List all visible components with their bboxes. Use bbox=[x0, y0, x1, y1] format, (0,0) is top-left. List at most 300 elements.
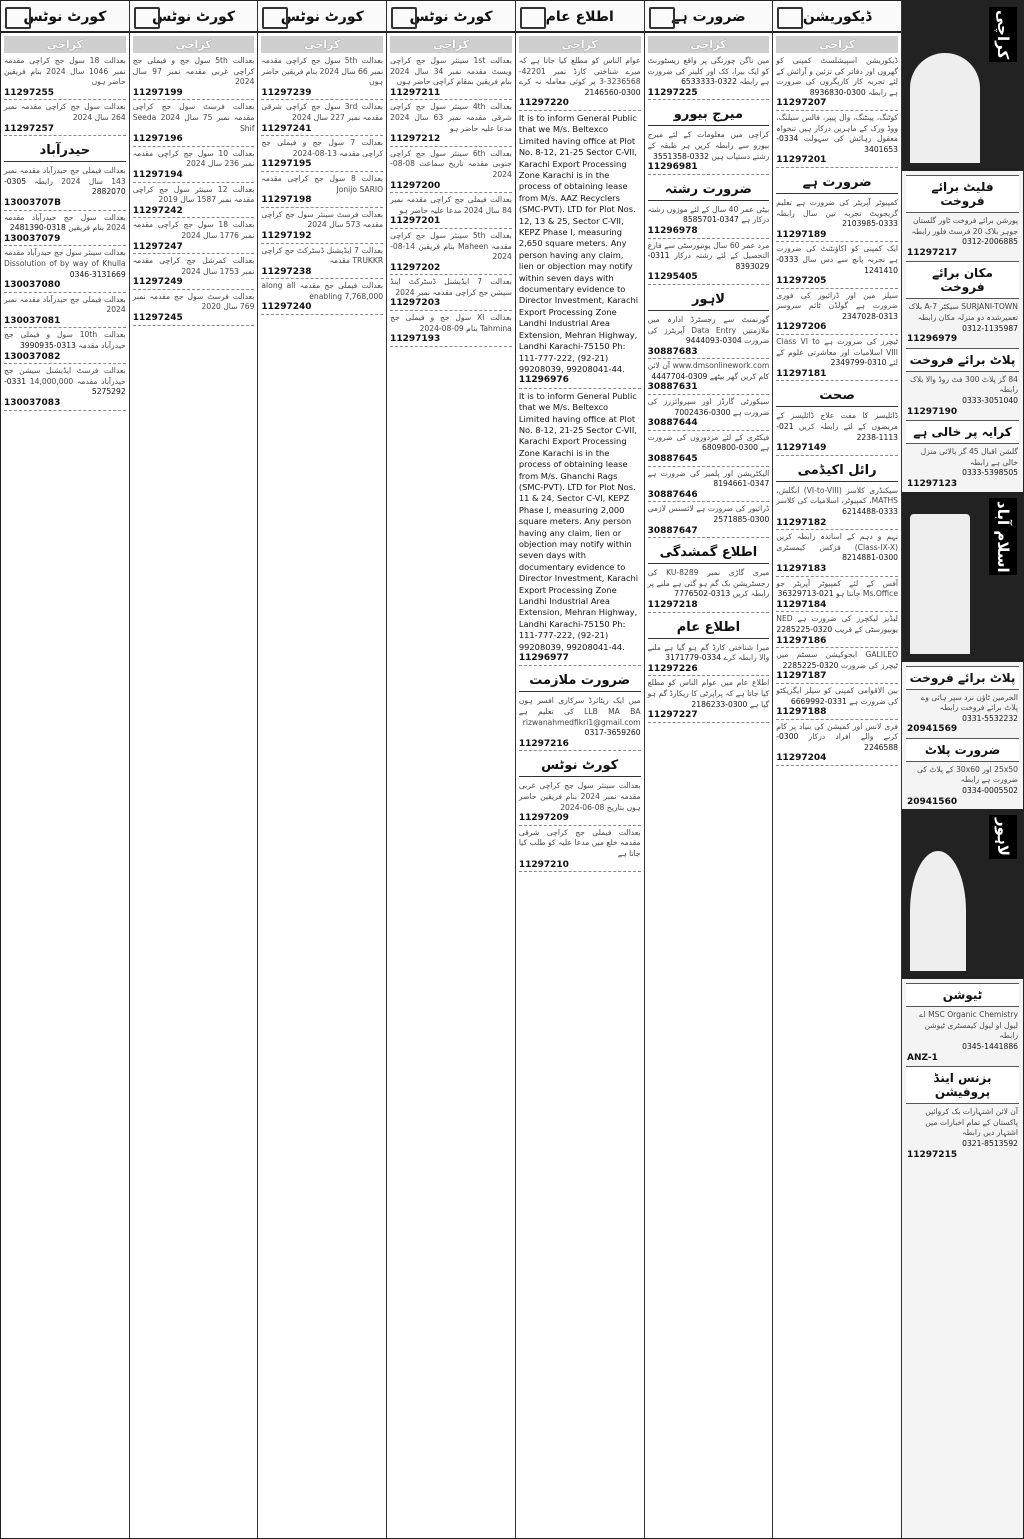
ad-text: بیٹی عمر 40 سال کے لئے موزوں رشتہ درکار ہے bbox=[647, 204, 770, 225]
ad-phone: 0333-3051040 bbox=[962, 395, 1018, 405]
ad-reference-id: 11296978 bbox=[648, 226, 770, 239]
ad-reference-id: 130037080 bbox=[4, 280, 126, 293]
ad-phone: 0334-3171779 bbox=[665, 653, 722, 663]
sidebar-ad bbox=[907, 375, 1018, 417]
ad-text: بعدالت XI سول جج و فیملی جج Tahmina بنام 09-08-2024 bbox=[390, 313, 512, 333]
ad-reference-id: 11297210 bbox=[519, 860, 641, 873]
english-notice bbox=[519, 113, 641, 389]
column-title: کورٹ نوٹس bbox=[409, 9, 493, 25]
ad-reference-id: 30887647 bbox=[648, 526, 770, 539]
ad-reference-id: 11297218 bbox=[648, 600, 770, 613]
classified-ad bbox=[390, 56, 512, 100]
ad-phone: 0347-8194661 bbox=[713, 479, 770, 489]
ad-text: GALILEO ایجوکیشن سسٹم میں ٹیچرز کی ضرورت bbox=[776, 650, 898, 670]
ad-text: بعدالت فرسٹ سینئر سول جج کراچی مقدمہ 573 سال 2024 bbox=[261, 209, 384, 230]
ad-text: بعدالت 10 سول جج کراچی مقدمہ نمبر 236 سال 2024 bbox=[132, 148, 255, 169]
section-title: صحت bbox=[776, 385, 898, 407]
ad-reference-id: 11297227 bbox=[648, 710, 770, 723]
section-title: ضرورت رشتہ bbox=[648, 179, 770, 201]
ad-text: بعدالت 5th سول جج کراچی مقدمہ نمبر 66 سال 2024 بنام فریقین حاضر ہوں bbox=[261, 56, 384, 87]
ad-text: ڈائلیسز کا مفت علاج ڈائلیسز کے مریضوں کے لئے رابطہ کریں bbox=[776, 411, 898, 432]
ad-text: بعدالت فرسٹ سول جج مقدمہ نمبر 769 سال 2020 bbox=[132, 291, 255, 312]
ad-text: سیکنڈری کلاسز (VI-to-VIII) انگلش، MATHS، کمپیوٹر، اسلامیات کی کلاسز bbox=[776, 485, 898, 506]
ad-reference-id: 11297181 bbox=[776, 369, 898, 382]
section-title: کورٹ نوٹس bbox=[519, 755, 641, 777]
ad-phone: 0320-2285225 bbox=[782, 660, 839, 670]
ad-phone: 0333-2103985 bbox=[842, 219, 898, 229]
ad-phone: 0300-2571885 bbox=[713, 515, 770, 524]
sidebar-section-title: پلاٹ برائے فروخت bbox=[906, 666, 1019, 690]
ad-text: 25x50 اور 30x60 کے پلاٹ کی ضرورت ہے رابطہ bbox=[917, 764, 1018, 785]
ad-reference-id: 11297216 bbox=[519, 739, 641, 752]
classified-ad bbox=[390, 195, 512, 229]
classified-ad bbox=[133, 256, 255, 290]
ad-text: بعدالت سول جج کراچی مقدمہ نمبر 264 سال 2024 bbox=[3, 102, 126, 122]
classified-ad bbox=[776, 411, 898, 455]
ad-text: ایک کمپنی کو اکاؤنٹنٹ کی ضرورت ہے تجربہ پانچ سے دس سال bbox=[776, 244, 898, 264]
ad-text: آن لائن اشتہارات بک کروائیں پاکستان کے تمام اخبارات میں اشتہار دیں رابطہ bbox=[925, 1107, 1018, 1138]
city-banner-islamabad bbox=[902, 492, 1023, 662]
column-1 bbox=[644, 1, 773, 1538]
classified-ad bbox=[648, 504, 770, 538]
city-landmark-icon bbox=[910, 53, 980, 163]
city-landmark-icon bbox=[910, 514, 970, 654]
ad-reference-id: 11297220 bbox=[519, 98, 641, 111]
ad-phone: 0312-2006885 bbox=[962, 237, 1018, 247]
ad-text: بعدالت 6th سینئر سول جج کراچی جنوبی مقدمہ تاریخ سماعت 08-08-2024 bbox=[390, 148, 512, 179]
city-band: کراچی bbox=[648, 36, 770, 53]
ad-reference-id: 11297226 bbox=[648, 664, 770, 677]
ad-text: بعدالت 10th سول و فیملی جج حیدرآباد مقدمہ bbox=[3, 330, 126, 351]
classified-ad bbox=[4, 295, 126, 329]
classified-ad bbox=[390, 231, 512, 275]
ad-reference-id: 11297205 bbox=[776, 276, 898, 289]
column-title: ڈیکوریشن bbox=[802, 9, 872, 25]
ad-phone: 0313-7776502 bbox=[674, 589, 731, 599]
ad-text: بعدالت فرسٹ ایڈیشنل سیشن جج حیدرآباد مقدمہ 14,000,000 bbox=[3, 366, 126, 386]
classified-ad bbox=[133, 185, 255, 219]
ad-phone: 0332-3551358 bbox=[653, 151, 709, 161]
ad-phone: 0321-8513592 bbox=[962, 1139, 1018, 1148]
ad-phone: 0309-4447704 bbox=[651, 371, 708, 381]
ad-reference-id: 11297209 bbox=[519, 813, 641, 826]
ad-phone: 0347-8585701 bbox=[682, 215, 739, 225]
ad-text: بعدالت 5th سول جج و فیملی جج کراچی غربی مقدمہ نمبر 97 سال 2024 bbox=[132, 56, 255, 87]
ad-reference-id: 11297188 bbox=[776, 707, 898, 720]
classified-ad bbox=[776, 579, 898, 613]
column-title: اطلاع عام bbox=[545, 9, 614, 25]
ad-reference-id: 130037081 bbox=[4, 316, 126, 329]
classified-ad bbox=[648, 315, 770, 359]
classified-ad bbox=[776, 686, 898, 720]
classified-ad bbox=[4, 366, 126, 410]
classified-ad bbox=[4, 248, 126, 292]
classified-ad bbox=[776, 532, 898, 576]
ad-phone: 0331-5275292 bbox=[3, 376, 126, 397]
classified-ad bbox=[261, 246, 383, 280]
ad-text: بعدالت 3rd سول جج کراچی شرقی مقدمہ نمبر 227 سال 2024 bbox=[261, 102, 384, 122]
section-header-icon bbox=[520, 7, 546, 29]
ad-reference-id: 11296977 bbox=[519, 653, 641, 666]
sidebar-ad bbox=[907, 216, 1018, 258]
ad-reference-id: 11295405 bbox=[648, 272, 770, 285]
classified-ad bbox=[390, 102, 512, 146]
ad-text: بعدالت فیملی جج کراچی شرقی مقدمہ خلع میں مدعا علیہ کو طلب کیا جاتا ہے bbox=[518, 827, 641, 858]
ad-phone: 0300-8936830 bbox=[809, 87, 866, 97]
ad-text: میری گاڑی نمبر KU-8289 کی رجسٹریشن بک گم ہو گئی ہے ملنے پر رابطہ کریں bbox=[647, 568, 770, 599]
ad-reference-id: 11297207 bbox=[776, 98, 898, 111]
column-header bbox=[516, 3, 644, 33]
ad-text: الیکٹریشن اور پلمبر کی ضرورت ہے bbox=[647, 468, 770, 478]
ad-reference-id: ANZ-1 bbox=[907, 1052, 938, 1063]
classified-ad bbox=[776, 614, 898, 648]
ad-reference-id: 11297192 bbox=[261, 231, 383, 244]
column-3 bbox=[386, 1, 515, 1538]
ad-reference-id: 11297217 bbox=[907, 247, 958, 258]
classified-ad bbox=[776, 337, 898, 381]
sidebar-ad bbox=[907, 693, 1018, 735]
ad-reference-id: 11297196 bbox=[133, 134, 255, 147]
ad-phone: 0300-2246588 bbox=[776, 732, 898, 752]
sidebar-section-title: بزنس اینڈ پروفیشن bbox=[906, 1066, 1019, 1104]
classified-ad bbox=[261, 210, 383, 244]
sidebar-ad bbox=[907, 1010, 1018, 1063]
ad-reference-id: 11297211 bbox=[390, 88, 512, 101]
ad-phone: 0300-8214881 bbox=[842, 553, 898, 563]
classified-ad bbox=[4, 56, 126, 100]
ad-phone: 0331-5532232 bbox=[962, 713, 1018, 723]
section-header-icon bbox=[262, 7, 288, 29]
ad-text: MSC Organic Chemistry اے لیول او لیول کیمسٹری ٹیوشن رابطہ bbox=[919, 1010, 1018, 1041]
classified-ad bbox=[4, 330, 126, 364]
ad-phone: 0333-1241410 bbox=[776, 254, 898, 275]
ad-text: لیڈیز لیکچرر کی ضرورت ہے NED یونیورسٹی کے قریب bbox=[776, 614, 898, 634]
ad-text: مین ناگن چورنگی پر واقع ریسٹورنٹ کو ایک بیرا، کک اور کلینر کی ضرورت ہے رابطہ bbox=[647, 56, 770, 87]
ad-reference-id: 11297206 bbox=[776, 322, 898, 335]
classified-ad bbox=[261, 281, 383, 315]
sidebar-section-title: مکان برائے فروخت bbox=[906, 261, 1019, 299]
section-header-icon bbox=[777, 7, 803, 29]
ad-text: بعدالت 18 سول جج کراچی مقدمہ نمبر 1046 سال 2024 بنام فریقین حاضر ہوں bbox=[3, 56, 126, 87]
ad-reference-id: 11297198 bbox=[261, 195, 383, 208]
column-5 bbox=[129, 1, 258, 1538]
ad-reference-id: 11297239 bbox=[261, 88, 383, 101]
sidebar-ad bbox=[907, 447, 1018, 489]
city-band: کراچی bbox=[776, 36, 898, 53]
classified-ad bbox=[776, 198, 898, 242]
classified-ad bbox=[648, 433, 770, 467]
section-title: اطلاع گمشدگی bbox=[648, 542, 770, 564]
classified-ad bbox=[261, 174, 383, 208]
english-notice bbox=[519, 391, 641, 667]
ad-reference-id: 11297194 bbox=[133, 170, 255, 183]
sidebar-section-title: ٹیوشن bbox=[906, 983, 1019, 1007]
sidebar-ad bbox=[907, 1107, 1018, 1160]
ad-reference-id: 11297245 bbox=[133, 313, 255, 326]
ad-text: بعدالت 7 سول جج و فیملی جج کراچی مقدمہ 13-08-2024 bbox=[261, 138, 384, 158]
ad-text: SURJANI-TOWN سیکٹر A-7 بلاک تعمیرشدہ دو منزلہ مکان رابطہ bbox=[908, 302, 1018, 322]
ad-reference-id: 11297242 bbox=[133, 206, 255, 219]
ad-reference-id: 11297215 bbox=[907, 1149, 958, 1160]
ad-phone: 0322-6533333 bbox=[681, 77, 737, 87]
ad-phone: 0333-6214488 bbox=[842, 507, 898, 516]
ad-reference-id: 11297247 bbox=[133, 242, 255, 255]
ad-text: سیکورٹی گارڈز اور سپروائزرز کی ضرورت ہے bbox=[647, 397, 770, 417]
ad-reference-id: 130037083 bbox=[4, 398, 126, 411]
ad-phone: 0300-6809800 bbox=[702, 443, 758, 453]
classified-ad bbox=[648, 205, 770, 239]
ad-phone: 0312-1135987 bbox=[962, 323, 1018, 333]
ad-reference-id: 11297200 bbox=[390, 181, 512, 194]
ad-text: بعدالت 4th سینئر سول جج کراچی شرقی مقدمہ نمبر 63 سال 2024 مدعا علیہ حاضر ہو bbox=[390, 102, 512, 133]
ad-phone: 0334-0005502 bbox=[962, 786, 1018, 796]
column-2 bbox=[515, 1, 644, 1538]
column-header bbox=[130, 3, 258, 33]
ad-text: مرد عمر 60 سال یونیورسٹی سے فارغ التحصیل کے لئے رشتہ درکار bbox=[647, 240, 770, 261]
classified-ad bbox=[648, 56, 770, 100]
ad-text: بعدالت 7 ایڈیشنل ڈسٹرکٹ جج کراچی TRUKKR مقدمہ bbox=[261, 245, 384, 266]
city-banner-karachi bbox=[902, 1, 1023, 171]
city-band: کراچی bbox=[390, 36, 512, 53]
classified-ad bbox=[648, 568, 770, 612]
classified-ad bbox=[133, 102, 255, 146]
classified-ad bbox=[648, 130, 770, 174]
ad-text: کوٹنگ، پینٹنگ، وال پیپر، فالس سیلنگ، ووڈ ورک کے ماہرین درکار ہیں تنخواہ معقول رہائش کی سہولت bbox=[776, 112, 898, 144]
ad-phone: 0333-5398505 bbox=[962, 468, 1018, 478]
ad-text: بعدالت سینئر سول جج حیدرآباد مقدمہ Dissolution of by way of Khulla bbox=[3, 248, 126, 268]
ad-reference-id: 11297201 bbox=[390, 216, 512, 229]
section-title: رائل اکیڈمی bbox=[776, 460, 898, 482]
ad-text: آفس کے لئے کمپیوٹر آپریٹر جو Ms.Office جانتا ہو bbox=[776, 578, 898, 599]
ad-text: کمپیوٹر آپریٹر کی ضرورت ہے تعلیم گریجویٹ تجربہ تین سال رابطہ bbox=[776, 197, 898, 218]
column-title: ضرورت ہے bbox=[671, 9, 746, 25]
ad-text: پورشن برائے فروخت ٹاور گلستان جوہر بلاک 20 فرسٹ فلور رابطہ bbox=[911, 216, 1018, 236]
ad-reference-id: 11297255 bbox=[4, 88, 126, 101]
ad-reference-id: 11297189 bbox=[776, 230, 898, 243]
ad-text: بعدالت 7 ایڈیشنل ڈسٹرکٹ اینڈ سیشن جج کراچی مقدمہ نمبر 2024 bbox=[390, 277, 512, 297]
ad-phone: 0304-9444093 bbox=[685, 336, 742, 346]
ad-text: فیکٹری کے لئے مزدوروں کی ضرورت ہے bbox=[647, 432, 770, 453]
sidebar-ad bbox=[907, 765, 1018, 807]
ad-reference-id: 11297201 bbox=[776, 155, 898, 168]
ad-reference-id: 130037079 bbox=[4, 234, 126, 247]
ad-phone: 0331-6669992 bbox=[790, 696, 847, 706]
ad-phone: 0334-3401653 bbox=[776, 134, 898, 154]
classified-ad bbox=[261, 56, 383, 100]
ad-reference-id: 11297225 bbox=[648, 88, 770, 101]
ad-reference-id: 20941560 bbox=[907, 796, 958, 807]
sidebar-ad bbox=[907, 302, 1018, 344]
column-6 bbox=[1, 1, 129, 1538]
ad-reference-id: 11297123 bbox=[907, 478, 958, 489]
classified-ad bbox=[776, 722, 898, 766]
ad-reference-id: 11297149 bbox=[776, 443, 898, 456]
column-4 bbox=[257, 1, 386, 1538]
ad-text: بعدالت سول جج حیدرآباد مقدمہ 2024 بنام فریقین bbox=[3, 212, 126, 233]
section-header-icon bbox=[5, 7, 31, 29]
ad-reference-id: 11297241 bbox=[261, 124, 383, 137]
ad-phone: 0300-2186233 bbox=[691, 699, 748, 709]
classified-ad bbox=[776, 244, 898, 288]
ad-reference-id: 30887683 bbox=[648, 347, 770, 360]
ad-phone: 0313-2347028 bbox=[842, 311, 898, 321]
sidebar-city-column bbox=[901, 1, 1023, 1538]
column-header bbox=[1, 3, 129, 33]
column-header bbox=[387, 3, 515, 33]
ad-reference-id: 11297202 bbox=[390, 263, 512, 276]
classified-ad bbox=[776, 650, 898, 684]
section-title: میرج بیورو bbox=[648, 104, 770, 126]
ad-text: ڈرائیور کی ضرورت ہے لائسنس لازمی bbox=[647, 504, 770, 514]
city-name: لاہور bbox=[989, 815, 1017, 859]
classified-ad bbox=[261, 102, 383, 136]
ad-phone: 021-1113-2238 bbox=[776, 422, 898, 442]
ad-text: نہم و دہم کے اساتذہ رابطہ کریں (Class-IX-X) فزکس کیمسٹری bbox=[776, 532, 898, 552]
ad-text: سیلز مین اور ڈرائیور کی فوری ضرورت ہے گولڈن ٹائم سروسز bbox=[776, 290, 898, 311]
ad-text: اطلاع عام میں عوام الناس کو مطلع کیا جاتا ہے کہ پراپرٹی کا ریکارڈ گم ہو گیا ہے bbox=[647, 678, 770, 709]
ad-text: بعدالت فیملی جج کراچی مقدمہ نمبر 84 سال 2024 مدعا علیہ حاضر ہو bbox=[390, 195, 512, 215]
ad-reference-id: 11296979 bbox=[907, 334, 958, 345]
classified-ad bbox=[776, 291, 898, 335]
section-title: لاہور bbox=[648, 289, 770, 311]
ad-phone: 0320-2285225 bbox=[776, 624, 833, 634]
section-header-icon bbox=[649, 7, 675, 29]
ad-phone: 0345-1441886 bbox=[962, 1042, 1018, 1052]
ad-reference-id: 11297212 bbox=[390, 134, 512, 147]
ad-text: الحرمین ٹاؤن نزد سپر ہائی وے پلاٹ برائے فروخت رابطہ bbox=[920, 692, 1018, 713]
sidebar-section-title: کرایہ پر خالی ہے bbox=[906, 420, 1019, 444]
ad-reference-id: 20941569 bbox=[907, 724, 958, 735]
ad-text: گورنمنٹ سے رجسٹرڈ ادارہ میں ملازمتیں Data Entry آپریٹرز کی ضرورت bbox=[647, 314, 770, 346]
ad-phone: 0311-8393029 bbox=[647, 251, 770, 271]
column-header bbox=[645, 3, 773, 33]
ad-text: ڈیکوریشن اسپیشلسٹ کمپنی کو گھروں اور دفاتر کی تزئین و آرائش کے لئے تجربہ کار کاریگروں کی ضرورت ہے رابطہ bbox=[776, 56, 898, 97]
ad-reference-id: 11297257 bbox=[4, 124, 126, 137]
ad-phone: 0300-2146560 bbox=[584, 87, 641, 97]
classified-ad bbox=[648, 397, 770, 431]
ad-phone: 0346-3131669 bbox=[69, 269, 126, 279]
section-title: حیدرآباد bbox=[4, 140, 126, 162]
column-title: کورٹ نوٹس bbox=[152, 9, 236, 25]
section-title: ضرورت ملازمت bbox=[519, 670, 641, 692]
ad-phone: 0317-3659260 bbox=[584, 728, 641, 738]
section-header-icon bbox=[391, 7, 417, 29]
ad-reference-id: 11297186 bbox=[776, 636, 898, 649]
classified-ad bbox=[133, 220, 255, 254]
column-title: کورٹ نوٹس bbox=[280, 9, 364, 25]
city-name: کراچی bbox=[989, 7, 1017, 62]
sidebar-section-title: ضرورت پلاٹ bbox=[906, 738, 1019, 762]
section-header-icon bbox=[134, 7, 160, 29]
classified-ad bbox=[776, 486, 898, 530]
ad-reference-id: 30887631 bbox=[648, 382, 770, 395]
ad-phone: 0300-7002436 bbox=[674, 407, 731, 417]
classified-ad bbox=[133, 56, 255, 100]
classified-ad bbox=[133, 149, 255, 183]
ad-text: عوام الناس کو مطلع کیا جاتا ہے کہ میرے شناختی کارڈ نمبر 42201-3236568-3 پر کوئی معاملہ نہ کرے bbox=[518, 56, 641, 87]
classified-ad bbox=[390, 313, 512, 347]
ad-reference-id: 11297240 bbox=[261, 302, 383, 315]
classified-ad bbox=[648, 241, 770, 285]
ad-text: www.dmsonlinework.com آن لائن کام کریں گھر بیٹھے bbox=[647, 361, 770, 381]
classified-ad bbox=[4, 166, 126, 210]
ad-reference-id: 11296976 bbox=[519, 375, 641, 388]
ad-reference-id: 11296981 bbox=[648, 162, 770, 175]
section-title: ضرورت ہے bbox=[776, 172, 898, 194]
city-band: کراچی bbox=[4, 36, 126, 53]
ad-text: بعدالت فرسٹ سول جج کراچی مقدمہ نمبر 75 سال 2024 Seeda Shif bbox=[132, 102, 255, 133]
ad-text: میرا شناختی کارڈ گم ہو گیا ہے ملنے والا رابطہ کرے bbox=[647, 642, 770, 663]
ad-reference-id: 13003707B bbox=[4, 198, 126, 211]
column-title: کورٹ نوٹس bbox=[23, 9, 107, 25]
ad-text: بعدالت فیملی جج حیدرآباد مقدمہ نمبر 143 سال 2024 رابطہ bbox=[3, 166, 126, 186]
ad-reference-id: 11297190 bbox=[907, 406, 958, 417]
sidebar-section-title: فلیٹ برائے فروخت bbox=[906, 175, 1019, 213]
city-band: کراچی bbox=[133, 36, 255, 53]
city-band: کراچی bbox=[261, 36, 383, 53]
notice-text: It is to inform General Public that we M/s. Beltexco Limited having office at Plot No. 8-12, 21-25 Sector C-VII, Karachi Export Processing Zone Karachi is in the process of obtaining lease from M/s. Ghanchi Rags (SMC-PVT). LTD for Plot Nos. 11 & 24, Sector C-VI, KEPZ Phase I, measuring 2,000 square meters. Any person having any claim, lien or objection may notify within seven days with documentary evidence to Director Investment, Karachi Export Processing Zone Landhi Industrial Area Extension, Mehran Highway, Landhi Karachi-75150 Ph: 111-777-222, (92-21) 99208039, 99208041-44. bbox=[518, 390, 639, 652]
ad-reference-id: 11297193 bbox=[390, 334, 512, 347]
classified-ad bbox=[261, 138, 383, 172]
classified-ad bbox=[519, 696, 641, 751]
city-banner-lahore bbox=[902, 809, 1023, 979]
ad-phone: 0318-2481390 bbox=[9, 223, 66, 233]
ad-phone: 0313-3990935 bbox=[19, 341, 76, 351]
section-title: اطلاع عام bbox=[648, 617, 770, 639]
ad-text: بعدالت کمرشل جج کراچی مقدمہ نمبر 1753 سال 2024 bbox=[132, 256, 255, 276]
sidebar-section-title: پلاٹ برائے فروخت bbox=[906, 348, 1019, 372]
ad-text: گلشن اقبال 45 گز بالائی منزل خالی ہے رابطہ bbox=[920, 447, 1018, 467]
classified-ad bbox=[390, 149, 512, 193]
column-header bbox=[773, 3, 901, 33]
city-band: کراچی bbox=[519, 36, 641, 53]
ad-reference-id: 11297182 bbox=[776, 518, 898, 531]
ad-reference-id: 30887644 bbox=[648, 418, 770, 431]
ad-text: بعدالت 8 سول جج کراچی مقدمہ Jonijo SARIO bbox=[261, 173, 384, 194]
classified-ad bbox=[648, 678, 770, 722]
ad-reference-id: 11297238 bbox=[261, 267, 383, 280]
ad-phone: 0310-2349799 bbox=[830, 358, 887, 368]
city-name: اسلام آباد bbox=[989, 498, 1017, 576]
ad-phone: 021-36329713 bbox=[777, 589, 834, 599]
ad-text: ٹیچرز کی ضرورت ہے Class VI to VIII اسلامیات اور معاشرتی علوم کے لئے bbox=[776, 337, 898, 368]
classified-ad bbox=[648, 643, 770, 677]
ad-text: بعدالت فیملی جج مقدمہ along all enabling 7,768,000 bbox=[261, 281, 384, 301]
ad-reference-id: 11297187 bbox=[776, 671, 898, 684]
ad-reference-id: 11297249 bbox=[133, 277, 255, 290]
city-landmark-icon bbox=[910, 851, 966, 971]
classified-ad bbox=[776, 56, 898, 111]
ad-phone: 0305-2882070 bbox=[3, 176, 126, 197]
classified-ad bbox=[519, 828, 641, 872]
classified-ad bbox=[4, 102, 126, 136]
classified-ad bbox=[390, 277, 512, 311]
column-0 bbox=[772, 1, 901, 1538]
ad-reference-id: 30887645 bbox=[648, 454, 770, 467]
ad-text: فری لانس اور کمیشن کی بنیاد پر کام کرنے والے افراد درکار bbox=[776, 721, 898, 742]
classified-ad bbox=[776, 113, 898, 168]
ad-reference-id: 11297204 bbox=[776, 753, 898, 766]
ad-text: بعدالت فیملی جج حیدرآباد مقدمہ نمبر 2024 bbox=[3, 294, 126, 315]
classified-ad bbox=[519, 781, 641, 825]
ad-text: بعدالت 18 سول جج کراچی مقدمہ نمبر 1776 سال 2024 bbox=[132, 220, 255, 240]
ad-text: میں ایک ریٹائرڈ سرکاری افسر ہوں LLB MA BA کی تعلیم ہے rizwanahmedfikri1@gmail.com bbox=[518, 696, 641, 727]
classified-ad bbox=[648, 469, 770, 503]
notice-text: It is to inform General Public that we M/s. Beltexco Limited having office at Plot No. 8-12, 21-25 Sector C-VII, Karachi Export Processing Zone Karachi is in the process of obtaining lease from M/s. AAZ Recyclers (SMC-PVT). LTD for Plot Nos. 12, 13 & 25, Sector C-VII, KEPZ Phase I, measuring 2,650 square meters. Any person having any claim, lien or objection may notify within seven days with documentary evidence to Director Investment, Karachi Export Processing Zone Landhi Industrial Area Extension, Mehran Highway, Landhi Karachi-75150 Ph: 111-777-222, (92-21) 99208039, 99208041-44. bbox=[518, 112, 639, 374]
ad-text: 84 گز پلاٹ 300 فٹ روڈ والا بلاک رابطہ bbox=[909, 374, 1018, 395]
column-header bbox=[258, 3, 386, 33]
ad-text: کراچی میں معلومات کے لئے میرج بیورو سے رابطہ کریں ہر طبقہ کے رشتے دستیاب ہیں bbox=[647, 130, 770, 161]
